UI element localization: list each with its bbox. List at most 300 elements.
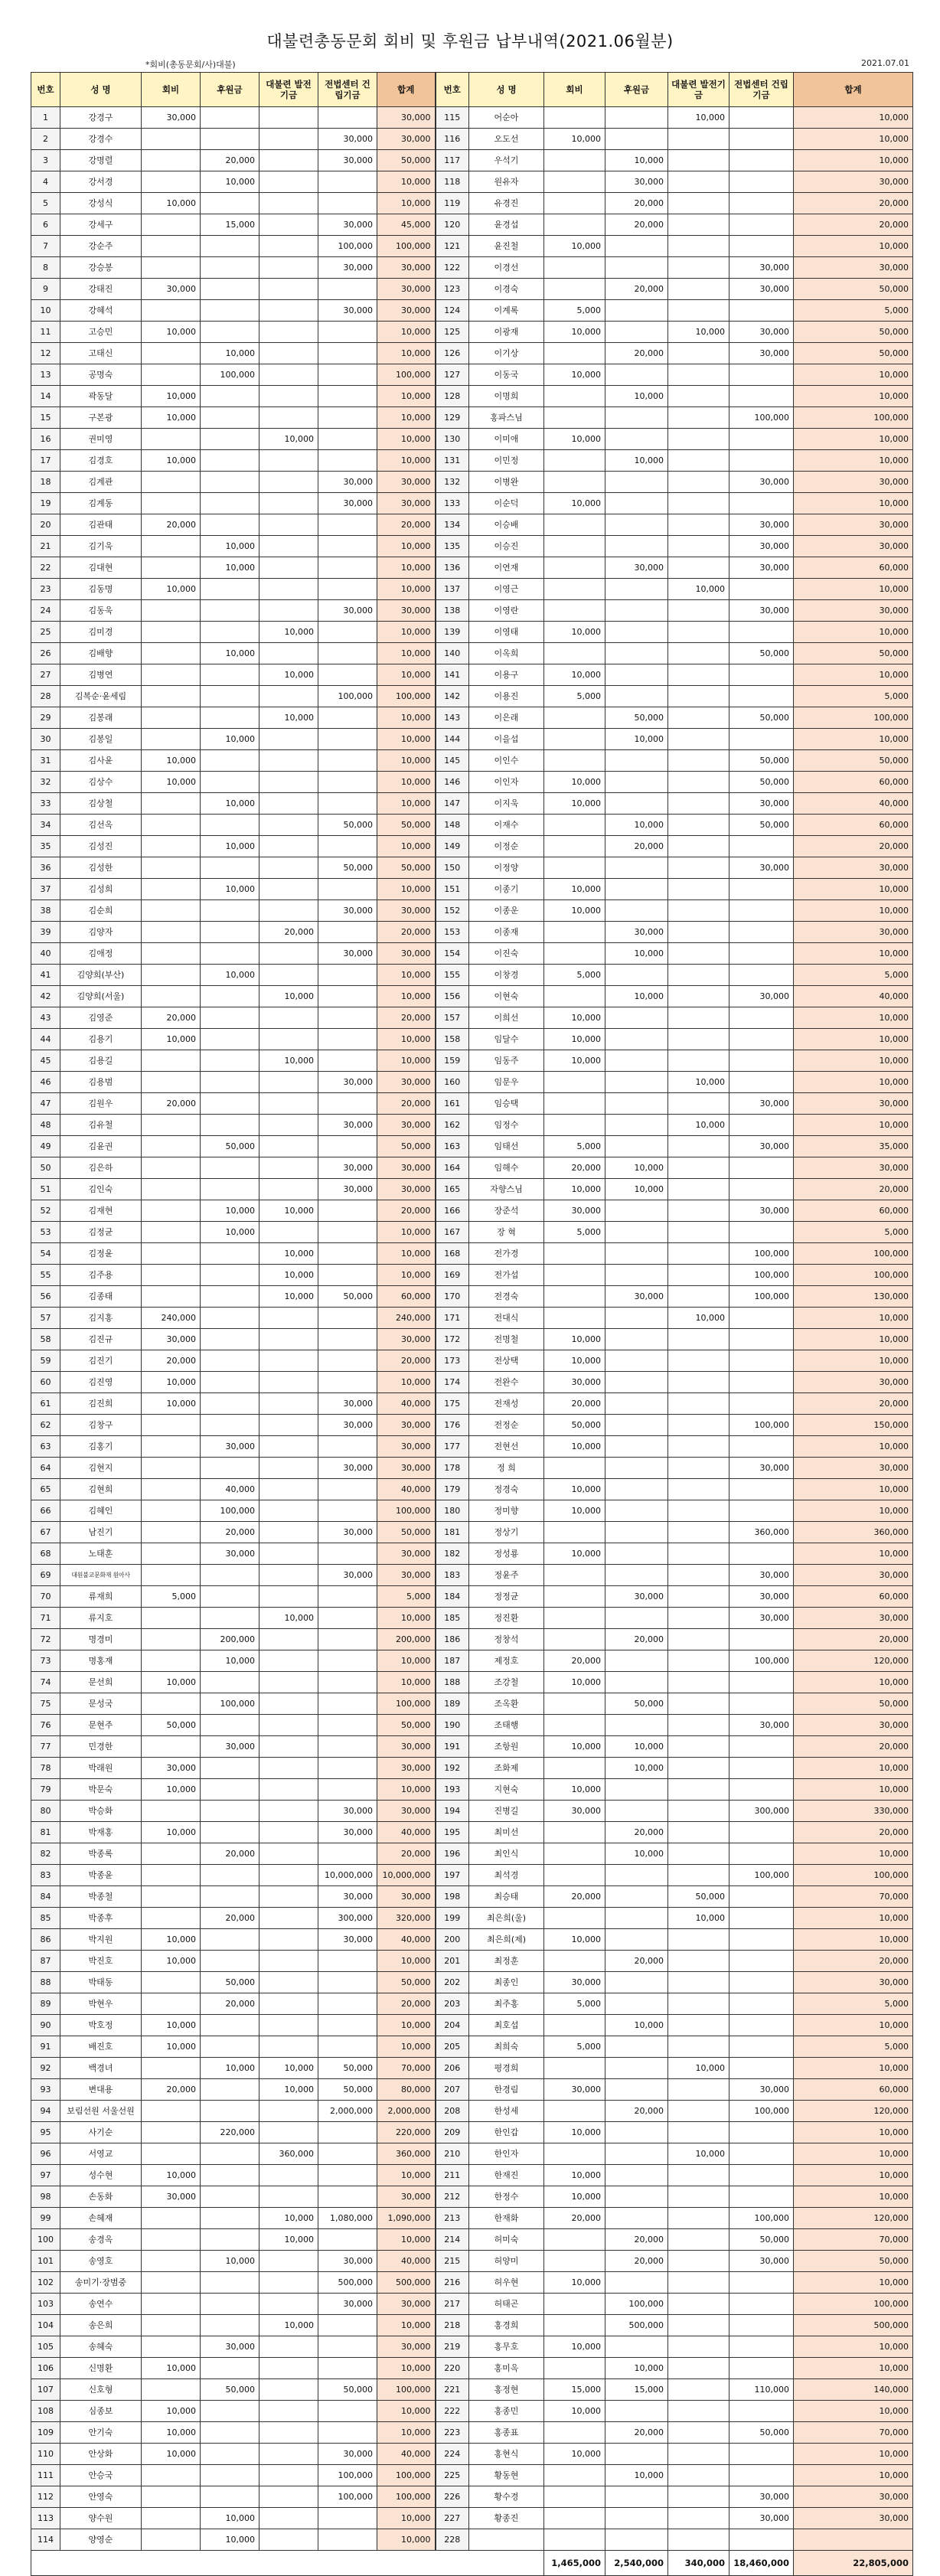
row-number: 105 [31, 2336, 60, 2358]
member-name: 자향스님 [469, 1179, 544, 1200]
amount-cell: 10,000 [201, 343, 259, 364]
row-number: 184 [436, 1586, 469, 1608]
amount-cell [544, 450, 605, 472]
amount-cell: 10,000 [544, 1500, 605, 1522]
amount-cell [318, 407, 377, 429]
amount-cell [668, 493, 729, 514]
table-row [31, 857, 913, 879]
table-row [31, 2208, 913, 2229]
row-total: 10,000 [377, 729, 436, 750]
row-number: 199 [436, 1908, 469, 1929]
amount-cell: 20,000 [605, 836, 668, 857]
amount-cell: 20,000 [605, 2422, 668, 2444]
amount-cell: 30,000 [318, 300, 377, 322]
row-total: 20,000 [794, 1736, 913, 1758]
amount-cell: 10,000 [142, 2165, 201, 2186]
amount-cell [142, 2379, 201, 2401]
amount-cell: 30,000 [729, 793, 794, 815]
payment-table [31, 72, 913, 2576]
amount-cell [605, 1436, 668, 1458]
amount-cell: 30,000 [318, 1801, 377, 1822]
table-row [31, 1072, 913, 1093]
table-row [31, 1050, 913, 1072]
member-name: 김성한 [60, 857, 142, 879]
member-name: 명홍재 [60, 1650, 142, 1672]
row-number: 183 [436, 1565, 469, 1586]
row-total: 10,000 [377, 1779, 436, 1801]
amount-cell [259, 322, 318, 343]
amount-cell [605, 2444, 668, 2465]
column-header: 합계 [377, 73, 436, 107]
amount-cell [729, 1350, 794, 1372]
table-row [31, 793, 913, 815]
row-total: 10,000 [794, 1908, 913, 1929]
amount-cell [201, 772, 259, 793]
member-name: 송은희 [60, 2315, 142, 2336]
amount-cell [605, 2165, 668, 2186]
amount-cell: 10,000 [142, 386, 201, 407]
amount-cell [259, 2251, 318, 2272]
amount-cell: 10,000 [259, 2315, 318, 2336]
amount-cell [605, 600, 668, 622]
row-number: 15 [31, 407, 60, 429]
table-row [31, 1415, 913, 1436]
amount-cell [668, 2186, 729, 2208]
amount-cell [544, 1715, 605, 1736]
row-total: 10,000 [377, 836, 436, 857]
amount-cell [605, 300, 668, 322]
amount-cell: 15,000 [201, 214, 259, 236]
member-name: 최은희(제) [469, 1929, 544, 1951]
row-number: 155 [436, 965, 469, 986]
member-name: 한재진 [469, 2165, 544, 2186]
table-row [31, 129, 913, 150]
amount-cell [201, 300, 259, 322]
amount-cell [668, 1436, 729, 1458]
amount-cell [318, 1243, 377, 1265]
row-total: 10,000 [377, 171, 436, 193]
member-name: 전대식 [469, 1308, 544, 1329]
member-name: 박종후 [60, 1908, 142, 1929]
amount-cell: 10,000 [544, 429, 605, 450]
amount-cell [605, 493, 668, 514]
member-name: 이인수 [469, 750, 544, 772]
amount-cell [668, 772, 729, 793]
row-total: 50,000 [377, 1522, 436, 1543]
row-number: 188 [436, 1672, 469, 1693]
row-total: 10,000 [794, 2143, 913, 2165]
member-name: 강태진 [60, 279, 142, 300]
amount-cell [201, 2015, 259, 2036]
amount-cell [142, 815, 201, 836]
row-number: 53 [31, 1222, 60, 1243]
amount-cell [142, 1843, 201, 1865]
amount-cell [605, 2122, 668, 2143]
amount-cell: 10,000 [142, 1951, 201, 1972]
amount-cell [142, 2272, 201, 2294]
amount-cell [729, 1372, 794, 1393]
amount-cell: 100,000 [729, 1265, 794, 1286]
member-name: 손혜재 [60, 2208, 142, 2229]
column-header: 회비 [544, 73, 605, 107]
amount-cell [259, 364, 318, 386]
amount-cell: 20,000 [605, 2251, 668, 2272]
amount-cell: 100,000 [729, 1415, 794, 1436]
amount-cell [142, 857, 201, 879]
amount-cell [142, 1543, 201, 1565]
amount-cell [142, 836, 201, 857]
amount-cell [142, 1522, 201, 1543]
amount-cell [605, 879, 668, 900]
amount-cell [318, 2315, 377, 2336]
table-row [31, 2229, 913, 2251]
row-total: 20,000 [377, 1843, 436, 1865]
row-total: 40,000 [377, 1393, 436, 1415]
amount-cell: 10,000 [544, 622, 605, 643]
row-number: 180 [436, 1500, 469, 1522]
amount-cell [729, 1886, 794, 1908]
row-total: 10,000 [794, 1308, 913, 1329]
amount-cell [605, 1393, 668, 1415]
amount-cell [605, 1565, 668, 1586]
amount-cell [668, 793, 729, 815]
row-total: 5,000 [794, 2036, 913, 2058]
amount-cell: 30,000 [201, 1736, 259, 1758]
amount-cell [142, 343, 201, 364]
table-row [31, 965, 913, 986]
row-number: 116 [436, 129, 469, 150]
member-name: 김진기 [60, 1350, 142, 1372]
amount-cell [668, 1286, 729, 1308]
member-name: 한경림 [469, 2079, 544, 2101]
note: *회비(총동문회/사)대불) [145, 60, 236, 70]
row-number: 227 [436, 2508, 469, 2529]
amount-cell [201, 1329, 259, 1350]
row-number: 150 [436, 857, 469, 879]
amount-cell [668, 815, 729, 836]
amount-cell: 30,000 [318, 1565, 377, 1586]
amount-cell [668, 2036, 729, 2058]
member-name: 고태신 [60, 343, 142, 364]
row-total: 100,000 [377, 236, 436, 257]
member-name: 조태행 [469, 1715, 544, 1736]
amount-cell [668, 407, 729, 429]
amount-cell: 2,000,000 [318, 2101, 377, 2122]
amount-cell [318, 986, 377, 1007]
row-total: 35,000 [794, 1136, 913, 1157]
row-total: 10,000 [377, 2358, 436, 2379]
table-row [31, 1801, 913, 1822]
row-total: 30,000 [377, 2336, 436, 2358]
row-total: 10,000 [794, 150, 913, 171]
member-name: 김지홍 [60, 1308, 142, 1329]
table-row [31, 1843, 913, 1865]
amount-cell [142, 472, 201, 493]
row-total: 10,000 [377, 2229, 436, 2251]
amount-cell [605, 1007, 668, 1029]
row-total: 30,000 [794, 2486, 913, 2508]
amount-cell [318, 1629, 377, 1650]
row-number: 143 [436, 707, 469, 729]
member-name: 김대현 [60, 557, 142, 579]
row-number: 25 [31, 622, 60, 643]
amount-cell [668, 1179, 729, 1200]
amount-cell: 360,000 [729, 1522, 794, 1543]
row-total: 10,000 [377, 1222, 436, 1243]
date: 2021.07.01 [861, 58, 909, 68]
row-total: 10,000 [794, 1115, 913, 1136]
member-name: 이진숙 [469, 943, 544, 965]
amount-cell [605, 857, 668, 879]
row-total: 100,000 [794, 2294, 913, 2315]
row-number: 3 [31, 150, 60, 171]
row-total: 30,000 [377, 1157, 436, 1179]
row-number: 42 [31, 986, 60, 1007]
table-row [31, 1265, 913, 1286]
amount-cell: 10,000 [259, 1286, 318, 1308]
amount-cell [729, 1929, 794, 1951]
row-total: 30,000 [377, 2294, 436, 2315]
amount-cell: 20,000 [544, 1650, 605, 1672]
row-total: 50,000 [794, 750, 913, 772]
row-number: 187 [436, 1650, 469, 1672]
row-number: 224 [436, 2444, 469, 2465]
amount-cell: 10,000 [605, 1736, 668, 1758]
amount-cell [544, 150, 605, 171]
member-name: 정경숙 [469, 1479, 544, 1500]
member-name: 홍현식 [469, 2444, 544, 2465]
row-number: 130 [436, 429, 469, 450]
amount-cell [318, 1951, 377, 1972]
row-total: 10,000 [794, 1779, 913, 1801]
amount-cell: 10,000 [605, 1157, 668, 1179]
row-total: 10,000 [794, 1672, 913, 1693]
member-name: 제정호 [469, 1650, 544, 1672]
row-total: 10,000 [794, 2165, 913, 2186]
row-total: 10,000 [377, 1050, 436, 1072]
amount-cell: 30,000 [729, 279, 794, 300]
table-row [31, 2186, 913, 2208]
amount-cell: 30,000 [201, 1543, 259, 1565]
amount-cell [605, 2401, 668, 2422]
amount-cell [729, 1222, 794, 1243]
amount-cell [729, 1951, 794, 1972]
row-total: 500,000 [794, 2315, 913, 2336]
member-name: 허태곤 [469, 2294, 544, 2315]
amount-cell: 20,000 [142, 514, 201, 536]
row-total: 60,000 [794, 1200, 913, 1222]
amount-cell: 30,000 [318, 1157, 377, 1179]
amount-cell [318, 1758, 377, 1779]
member-name: 조화제 [469, 1758, 544, 1779]
amount-cell [259, 1543, 318, 1565]
amount-cell: 5,000 [544, 2036, 605, 2058]
row-total: 10,000 [377, 450, 436, 472]
member-name: 임달수 [469, 1029, 544, 1050]
amount-cell [668, 2165, 729, 2186]
amount-cell [318, 1308, 377, 1329]
member-name: 이미애 [469, 429, 544, 450]
amount-cell: 10,000 [668, 1308, 729, 1329]
amount-cell: 20,000 [142, 1350, 201, 1372]
row-total: 30,000 [377, 279, 436, 300]
amount-cell [142, 236, 201, 257]
amount-cell: 10,000 [142, 2444, 201, 2465]
amount-cell [201, 1929, 259, 1951]
grand-total: 22,805,000 [794, 2551, 913, 2576]
amount-cell [259, 2401, 318, 2422]
row-number: 41 [31, 965, 60, 986]
member-name: 배진호 [60, 2036, 142, 2058]
amount-cell: 10,000 [259, 664, 318, 686]
member-name: 최은희(울) [469, 1908, 544, 1929]
row-number: 191 [436, 1736, 469, 1758]
amount-cell: 50,000 [729, 815, 794, 836]
member-name: 이정순 [469, 836, 544, 857]
row-total: 100,000 [377, 364, 436, 386]
amount-cell: 10,000 [544, 1929, 605, 1951]
amount-cell [259, 965, 318, 986]
table-row [31, 472, 913, 493]
member-name: 김창구 [60, 1415, 142, 1436]
amount-cell [668, 1929, 729, 1951]
member-name: 전명철 [469, 1329, 544, 1350]
table-row [31, 1200, 913, 1222]
row-total: 10,000 [794, 1350, 913, 1372]
amount-cell [259, 2444, 318, 2465]
amount-cell: 110,000 [729, 2379, 794, 2401]
amount-cell [729, 364, 794, 386]
member-name: 이계록 [469, 300, 544, 322]
row-number: 204 [436, 2015, 469, 2036]
row-number: 161 [436, 1093, 469, 1115]
member-name [469, 2529, 544, 2551]
amount-cell: 30,000 [544, 1200, 605, 1222]
table-row [31, 257, 913, 279]
row-number: 97 [31, 2165, 60, 2186]
amount-cell [544, 986, 605, 1007]
amount-cell [318, 965, 377, 986]
amount-cell: 10,000 [605, 2015, 668, 2036]
row-total: 10,000 [794, 1050, 913, 1072]
amount-cell [201, 2208, 259, 2229]
amount-cell [544, 1243, 605, 1265]
row-total: 40,000 [377, 2251, 436, 2272]
amount-cell [544, 514, 605, 536]
amount-cell [259, 857, 318, 879]
row-number: 74 [31, 1672, 60, 1693]
row-total: 10,000 [377, 2315, 436, 2336]
table-row [31, 1286, 913, 1308]
member-name: 임정수 [469, 1115, 544, 1136]
amount-cell [668, 1522, 729, 1543]
amount-cell [259, 1115, 318, 1136]
amount-cell [259, 1865, 318, 1886]
row-total: 50,000 [794, 279, 913, 300]
amount-cell [605, 1779, 668, 1801]
amount-cell [201, 686, 259, 707]
member-name: 홍무호 [469, 2336, 544, 2358]
amount-cell: 10,000 [544, 129, 605, 150]
row-total: 10,000 [794, 1329, 913, 1350]
row-total: 100,000 [794, 1243, 913, 1265]
table-row [31, 1329, 913, 1350]
row-total: 80,000 [377, 2079, 436, 2101]
amount-cell [668, 600, 729, 622]
column-header: 후원금 [201, 73, 259, 107]
amount-cell: 50,000 [318, 857, 377, 879]
amount-cell [201, 493, 259, 514]
amount-cell: 10,000 [544, 1436, 605, 1458]
member-name: 구본광 [60, 407, 142, 429]
amount-cell [544, 2101, 605, 2122]
row-number: 71 [31, 1608, 60, 1629]
amount-cell [142, 1136, 201, 1157]
member-name: 강세구 [60, 214, 142, 236]
amount-cell [201, 2401, 259, 2422]
amount-cell: 10,000 [259, 622, 318, 643]
amount-cell [142, 1693, 201, 1715]
amount-cell [201, 236, 259, 257]
member-name: 보림선원 서울선원 [60, 2101, 142, 2122]
row-total: 30,000 [377, 107, 436, 129]
member-name: 김원우 [60, 1093, 142, 1115]
amount-cell [729, 2015, 794, 2036]
amount-cell: 20,000 [142, 2079, 201, 2101]
amount-cell [729, 2186, 794, 2208]
amount-cell [142, 171, 201, 193]
column-total: 340,000 [668, 2551, 729, 2576]
row-number: 208 [436, 2101, 469, 2122]
row-number: 209 [436, 2122, 469, 2143]
member-name: 사기순 [60, 2122, 142, 2143]
row-number: 125 [436, 322, 469, 343]
member-name: 심종보 [60, 2401, 142, 2422]
table-row [31, 386, 913, 407]
row-number: 91 [31, 2036, 60, 2058]
amount-cell [318, 793, 377, 815]
table-row [31, 1779, 913, 1801]
table-row [31, 1500, 913, 1522]
amount-cell [201, 450, 259, 472]
amount-cell [729, 2122, 794, 2143]
amount-cell [201, 1715, 259, 1736]
member-name: 이병완 [469, 472, 544, 493]
table-row [31, 1029, 913, 1050]
amount-cell: 10,000 [142, 2036, 201, 2058]
table-row [31, 1608, 913, 1629]
row-number: 62 [31, 1415, 60, 1436]
row-number: 55 [31, 1265, 60, 1286]
row-number: 18 [31, 472, 60, 493]
table-row [31, 279, 913, 300]
amount-cell [605, 1350, 668, 1372]
amount-cell [668, 1672, 729, 1693]
amount-cell: 10,000 [201, 1200, 259, 1222]
member-name: 이승배 [469, 514, 544, 536]
amount-cell [201, 664, 259, 686]
amount-cell [318, 2401, 377, 2422]
amount-cell [318, 1029, 377, 1050]
row-number: 34 [31, 815, 60, 836]
amount-cell [668, 343, 729, 364]
member-name: 전정순 [469, 1415, 544, 1436]
table-body [31, 107, 913, 2576]
row-number: 101 [31, 2251, 60, 2272]
amount-cell [729, 922, 794, 943]
member-name: 최종인 [469, 1972, 544, 1993]
amount-cell: 5,000 [544, 1993, 605, 2015]
